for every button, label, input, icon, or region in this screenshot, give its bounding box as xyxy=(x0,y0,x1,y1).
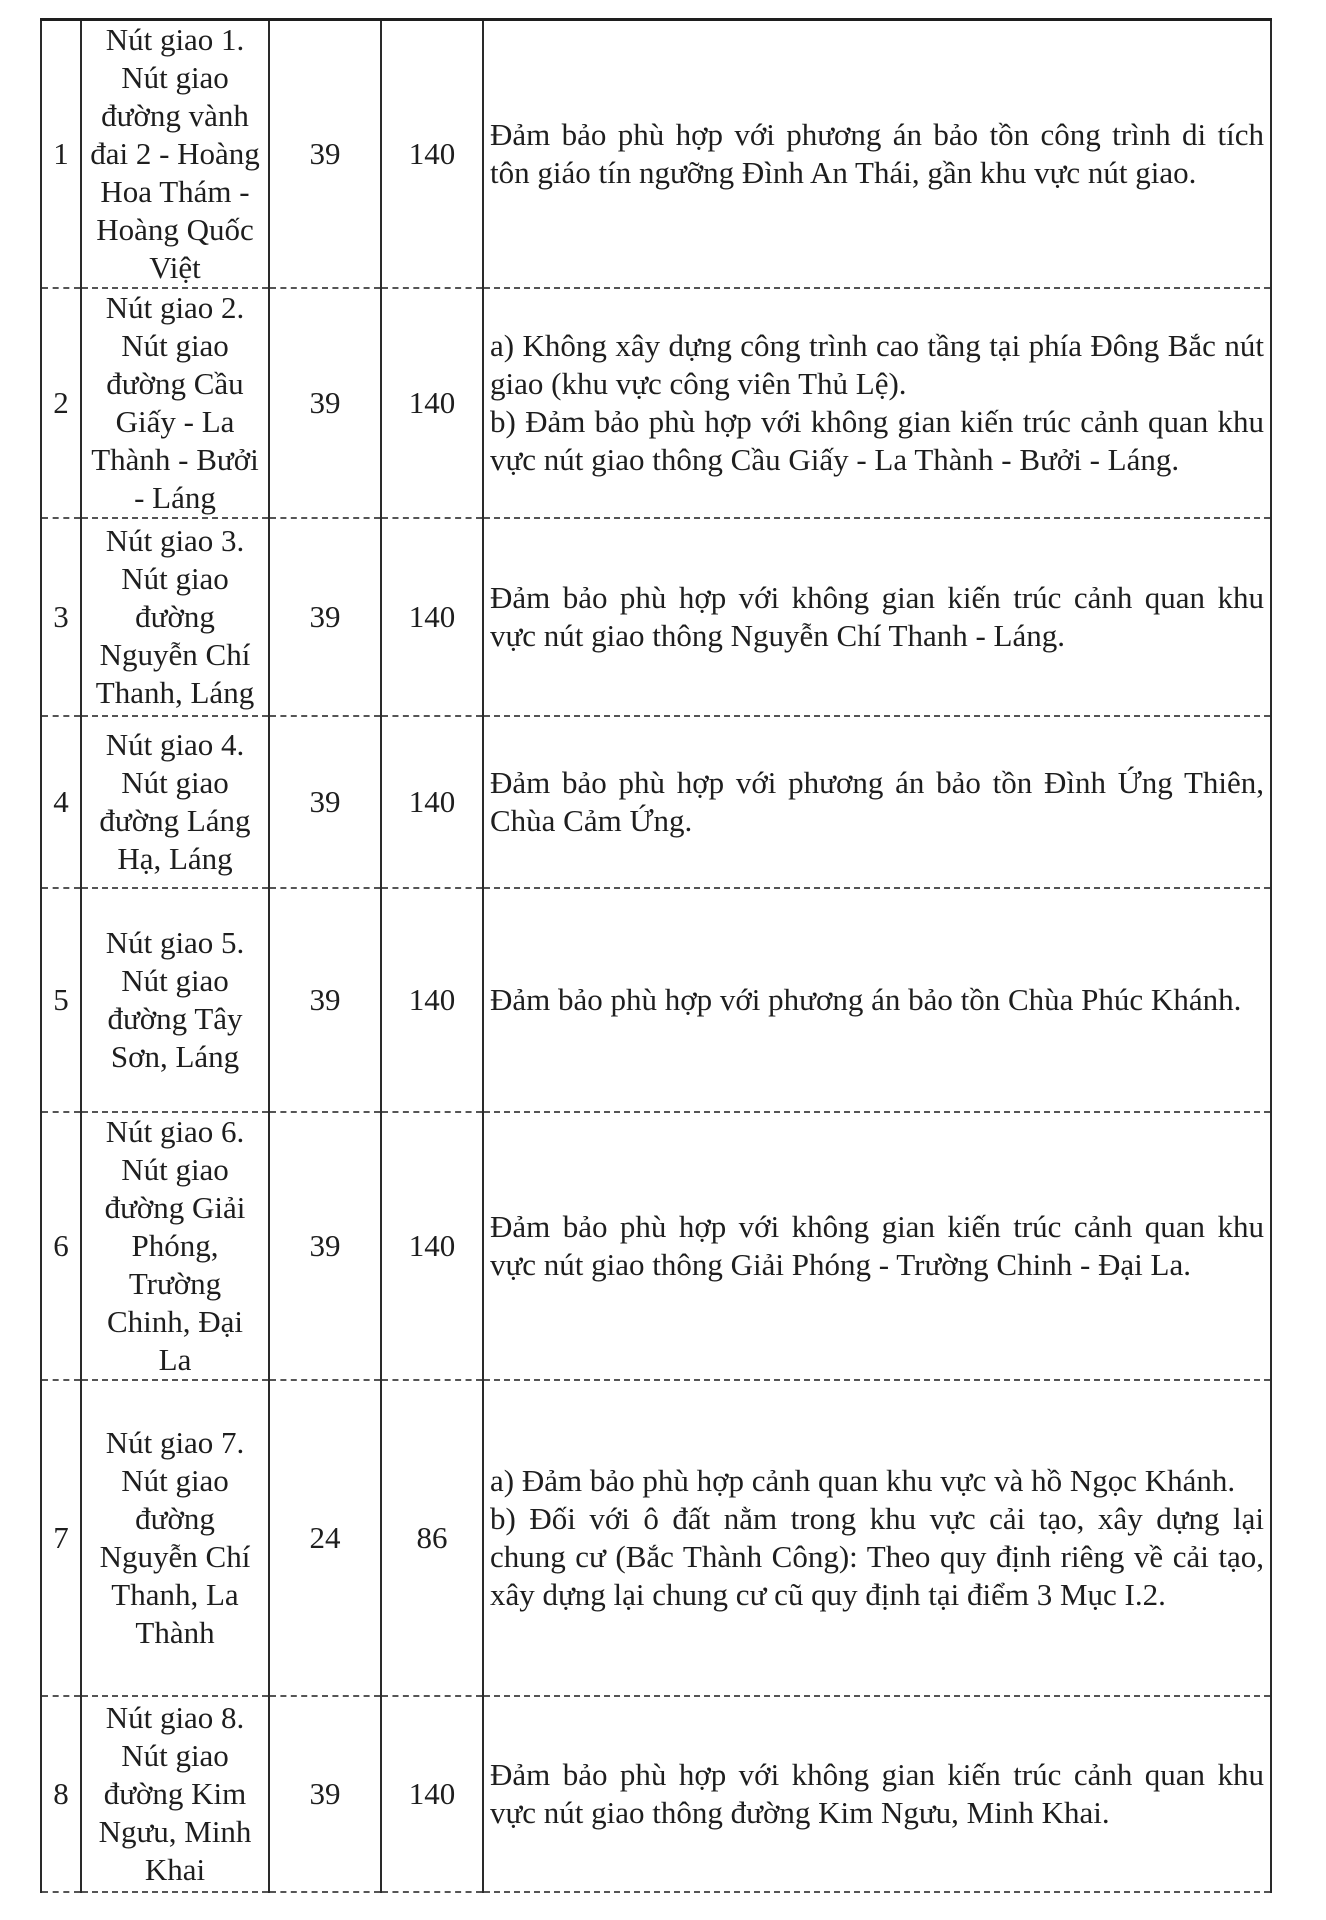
table-row xyxy=(41,1112,1271,1380)
max-height-value: 39 xyxy=(269,518,381,716)
max-value: 140 xyxy=(381,518,483,716)
intersection-name: Nút giao 6. Nút giao đường Giải Phóng, Trường Chinh, Đại La xyxy=(81,1112,269,1380)
row-number: 8 xyxy=(41,1696,81,1892)
max-value: 140 xyxy=(381,20,483,289)
note-cell xyxy=(483,288,1271,518)
table-row xyxy=(41,518,1271,716)
table-row xyxy=(41,20,1271,289)
note-item-a: a) Không xây dựng công trình cao tầng tại phía Đông Bắc nút giao (khu vực công viên Thủ Lệ). xyxy=(490,328,1264,401)
note-cell xyxy=(483,1696,1271,1892)
table-row xyxy=(41,716,1271,888)
row-number: 6 xyxy=(41,1112,81,1380)
note-item-a: a) Đảm bảo phù hợp cảnh quan khu vực và hồ Ngọc Khánh. xyxy=(490,1463,1236,1498)
note-item-b: b) Đối với ô đất nằm trong khu vực cải tạo, xây dựng lại chung cư (Bắc Thành Công): Theo quy định riêng về cải tạo, xây dựng lại chung cư cũ quy định tại điểm 3 Mục I.2. xyxy=(490,1501,1264,1612)
table-row xyxy=(41,888,1271,1112)
row-number: 2 xyxy=(41,288,81,518)
note-cell xyxy=(483,888,1271,1112)
note-text: Đảm bảo phù hợp với không gian kiến trúc cảnh quan khu vực nút giao thông Giải Phóng - Trường Chinh - Đại La. xyxy=(490,1209,1264,1282)
max-height-value: 24 xyxy=(269,1380,381,1696)
row-number: 3 xyxy=(41,518,81,716)
intersection-name: Nút giao 2. Nút giao đường Cầu Giấy - La Thành - Bưởi - Láng xyxy=(81,288,269,518)
table-row xyxy=(41,1380,1271,1696)
max-height-value: 39 xyxy=(269,20,381,289)
intersection-name: Nút giao 8. Nút giao đường Kim Ngưu, Minh Khai xyxy=(81,1696,269,1892)
table-row xyxy=(41,1696,1271,1892)
max-height-value: 39 xyxy=(269,716,381,888)
note-cell xyxy=(483,1380,1271,1696)
max-value: 140 xyxy=(381,888,483,1112)
intersection-name: Nút giao 3. Nút giao đường Nguyễn Chí Thanh, Láng xyxy=(81,518,269,716)
intersection-name: Nút giao 7. Nút giao đường Nguyễn Chí Thanh, La Thành xyxy=(81,1380,269,1696)
table-row xyxy=(41,288,1271,518)
intersection-name: Nút giao 4. Nút giao đường Láng Hạ, Láng xyxy=(81,716,269,888)
note-cell xyxy=(483,518,1271,716)
note-text: Đảm bảo phù hợp với phương án bảo tồn Đình Ứng Thiên, Chùa Cảm Ứng. xyxy=(490,765,1264,838)
row-number: 1 xyxy=(41,20,81,289)
intersection-regulation-table xyxy=(40,18,1272,1893)
row-number: 7 xyxy=(41,1380,81,1696)
max-value: 140 xyxy=(381,288,483,518)
max-value: 140 xyxy=(381,1112,483,1380)
note-text: Đảm bảo phù hợp với không gian kiến trúc cảnh quan khu vực nút giao thông đường Kim Ngưu, Minh Khai. xyxy=(490,1757,1264,1830)
max-height-value: 39 xyxy=(269,1696,381,1892)
note-text: Đảm bảo phù hợp với không gian kiến trúc cảnh quan khu vực nút giao thông Nguyễn Chí Thanh - Láng. xyxy=(490,580,1264,653)
note-cell xyxy=(483,20,1271,289)
regulation-table-page xyxy=(40,18,1270,1893)
intersection-name: Nút giao 5. Nút giao đường Tây Sơn, Láng xyxy=(81,888,269,1112)
max-value: 140 xyxy=(381,716,483,888)
max-value: 86 xyxy=(381,1380,483,1696)
max-height-value: 39 xyxy=(269,1112,381,1380)
note-text: Đảm bảo phù hợp với phương án bảo tồn công trình di tích tôn giáo tín ngưỡng Đình An Thái, gần khu vực nút giao. xyxy=(490,117,1264,190)
max-value: 140 xyxy=(381,1696,483,1892)
note-cell xyxy=(483,1112,1271,1380)
intersection-name: Nút giao 1. Nút giao đường vành đai 2 - Hoàng Hoa Thám - Hoàng Quốc Việt xyxy=(81,20,269,289)
max-height-value: 39 xyxy=(269,888,381,1112)
row-number: 5 xyxy=(41,888,81,1112)
row-number: 4 xyxy=(41,716,81,888)
note-text: Đảm bảo phù hợp với phương án bảo tồn Chùa Phúc Khánh. xyxy=(490,982,1242,1017)
max-height-value: 39 xyxy=(269,288,381,518)
note-item-b: b) Đảm bảo phù hợp với không gian kiến trúc cảnh quan khu vực nút giao thông Cầu Giấy - La Thành - Bưởi - Láng. xyxy=(490,404,1264,477)
note-cell xyxy=(483,716,1271,888)
